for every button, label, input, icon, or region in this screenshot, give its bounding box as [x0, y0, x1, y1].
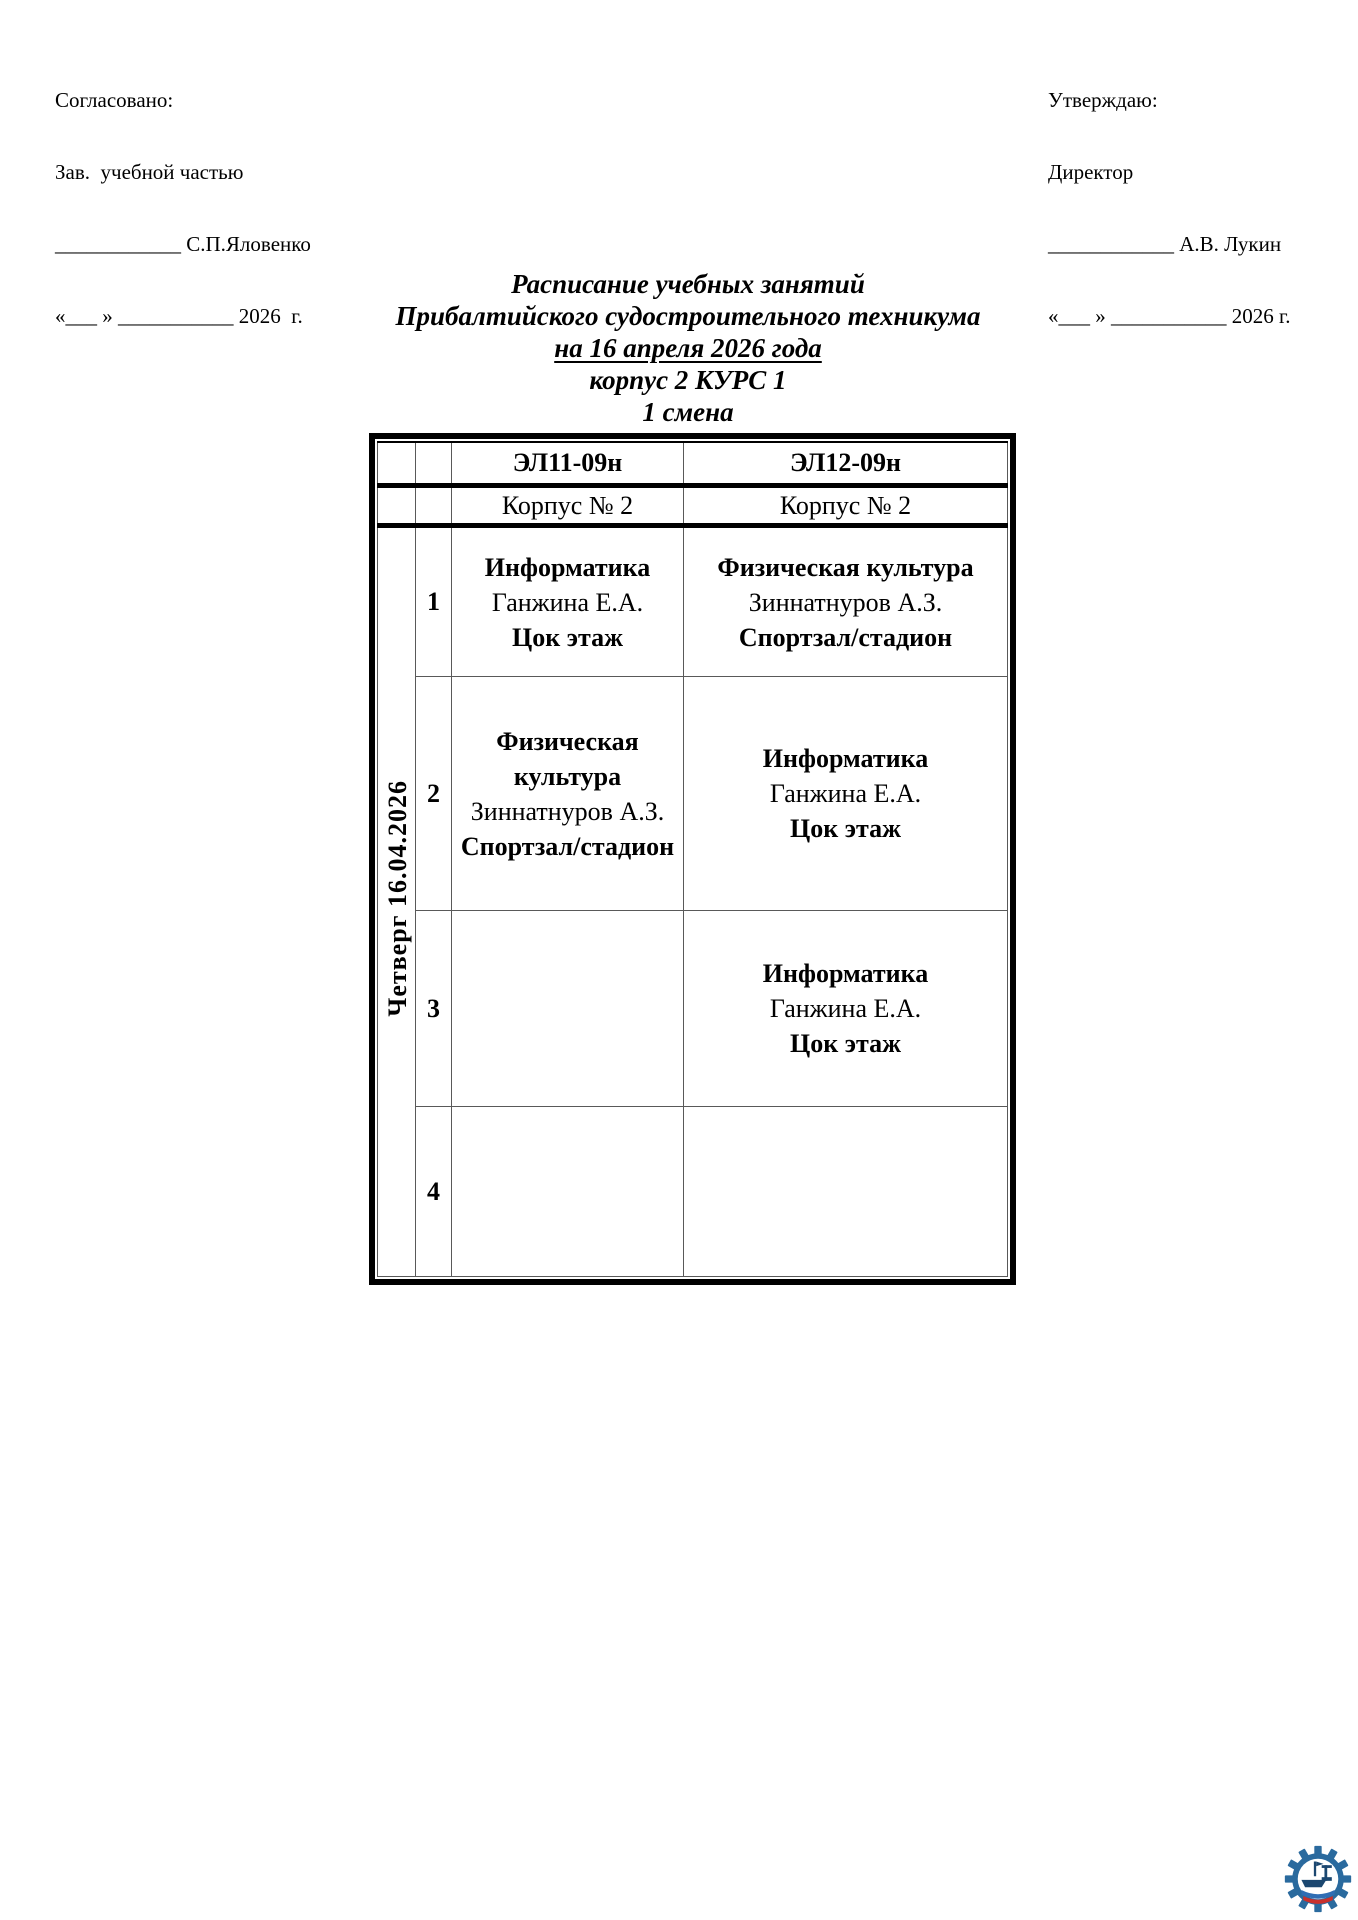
title-course-line: корпус 2 КУРС 1 — [589, 365, 787, 395]
group-header-el12: ЭЛ12-09н — [684, 442, 1008, 486]
lesson-cell-r2-el12 — [684, 677, 1008, 911]
subject-text: Физическая культура — [717, 552, 974, 582]
room-text: Цок этаж — [790, 814, 901, 843]
room-text: Спортзал/стадион — [738, 622, 953, 652]
approval-left-line1: Согласовано: — [55, 88, 174, 112]
lesson-cell-r1-el12 — [684, 526, 1008, 677]
schedule-table-grid — [377, 441, 1008, 1277]
lesson-number-3: 3 — [416, 911, 452, 1107]
campus-cell-el12: Корпус № 2 — [684, 486, 1008, 526]
lesson-row-4 — [378, 1107, 1008, 1277]
campus-cell-el11: Корпус № 2 — [452, 486, 684, 526]
subject-text: Физическая культура — [496, 726, 639, 791]
campus-header-row — [378, 486, 1008, 526]
college-logo-icon — [1283, 1843, 1353, 1915]
day-label: Четверг 16.04.2026 — [383, 780, 412, 1017]
subject-text: Информатика — [484, 552, 651, 582]
teacher-text: Ганжина Е.А. — [491, 587, 644, 617]
lesson-cell-r3-el12 — [684, 911, 1008, 1107]
lesson-cell-r4-el11 — [452, 1107, 684, 1277]
approval-right-date: «___ » ___________ 2026 г. — [1048, 304, 1291, 328]
teacher-text: Ганжина Е.А. — [769, 994, 922, 1023]
campus-num-spacer — [416, 486, 452, 526]
subject-text: Информатика — [762, 959, 929, 988]
room-text: Цок этаж — [512, 622, 623, 652]
title-date-line: на 16 апреля 2026 года — [554, 333, 822, 363]
approval-right-signature: ____________ А.В. Лукин — [1048, 232, 1282, 256]
teacher-text: Зиннатнуров А.З. — [470, 796, 665, 826]
approval-left-signature: ____________ С.П.Яловенко — [55, 232, 311, 256]
approval-left-line2: Зав. учебной частью — [55, 160, 244, 184]
teacher-text: Зиннатнуров А.З. — [748, 587, 943, 617]
lesson-row-1 — [378, 526, 1008, 677]
lesson-cell-r1-el11 — [452, 526, 684, 677]
day-cell — [378, 526, 416, 1277]
lesson-cell-r4-el12 — [684, 1107, 1008, 1277]
lesson-cell-r3-el11 — [452, 911, 684, 1107]
group-header-el11: ЭЛ11-09н — [452, 442, 684, 486]
header-day-spacer — [378, 442, 416, 486]
lesson-number-1: 1 — [416, 526, 452, 677]
approval-left-date: «___ » ___________ 2026 г. — [55, 304, 303, 328]
title-shift-line: 1 смена — [642, 397, 734, 427]
header-num-spacer — [416, 442, 452, 486]
approval-right-line1: Утверждаю: — [1048, 88, 1158, 112]
subject-text: Информатика — [762, 744, 929, 773]
room-text: Спортзал/стадион — [460, 831, 675, 861]
title-line1: Расписание учебных занятий — [511, 269, 865, 299]
schedule-table — [369, 433, 1016, 1285]
group-header-row — [378, 442, 1008, 486]
schedule-title-block — [18, 268, 1358, 428]
lesson-number-4: 4 — [416, 1107, 452, 1277]
lesson-row-3 — [378, 911, 1008, 1107]
lesson-cell-r2-el11 — [452, 677, 684, 911]
campus-day-spacer — [378, 486, 416, 526]
lesson-number-2: 2 — [416, 677, 452, 911]
room-text: Цок этаж — [790, 1029, 901, 1058]
approval-right-line2: Директор — [1048, 160, 1134, 184]
teacher-text: Ганжина Е.А. — [769, 779, 922, 808]
title-line2: Прибалтийского судостроительного техникума — [395, 301, 981, 331]
lesson-row-2 — [378, 677, 1008, 911]
